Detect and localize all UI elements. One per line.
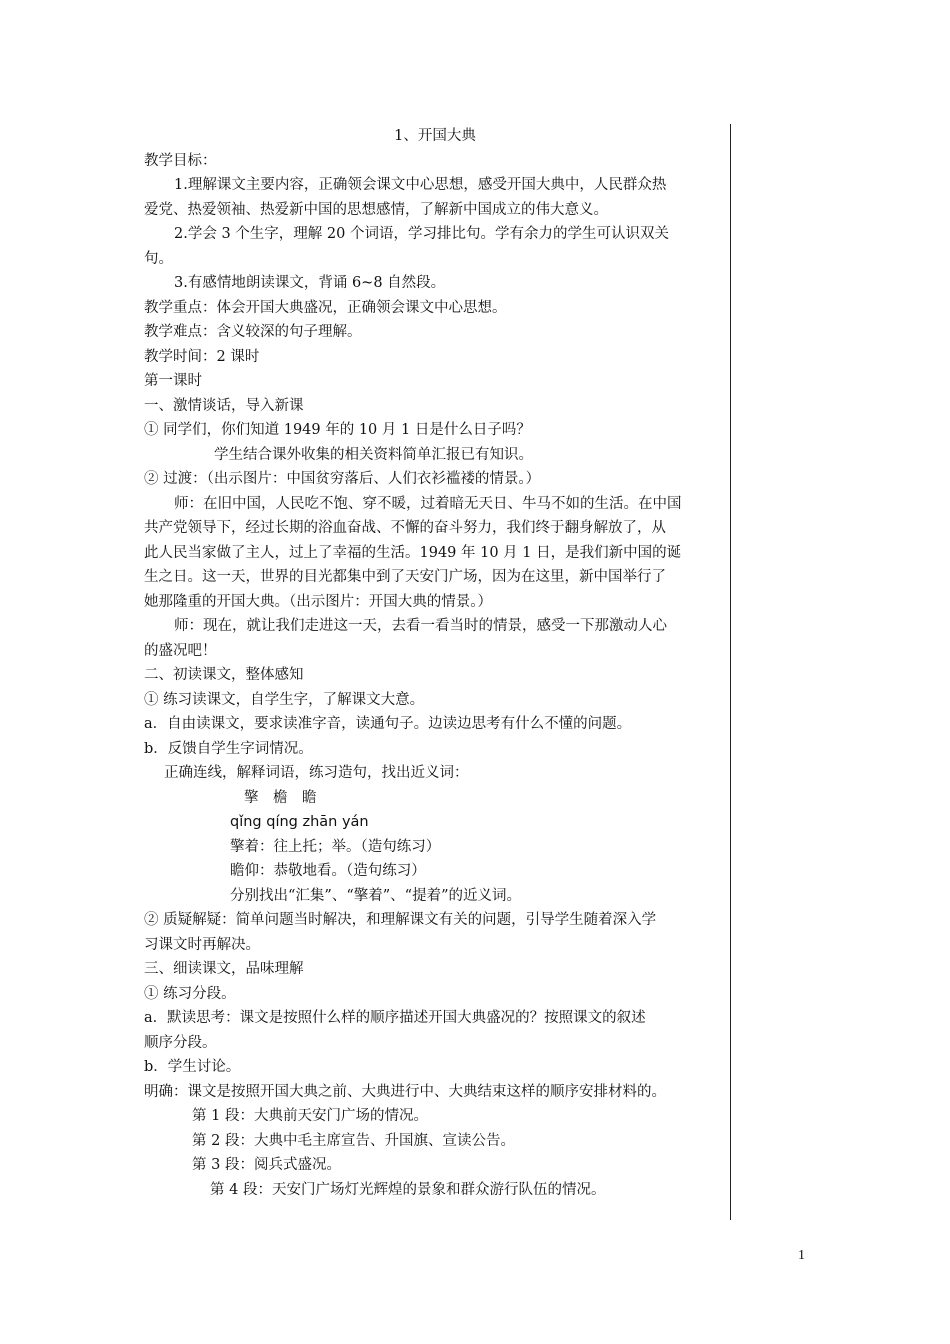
paragraph-line: 学生结合课外收集的相关资料简单汇报已有知识。 [214,446,533,463]
paragraph-line: 第 1 段：大典前天安门广场的情况。 [192,1108,428,1124]
vocabulary-characters: 擎 檐 瞻 [244,789,317,806]
section-heading: 一、激情谈话，导入新课 [144,397,304,414]
paragraph-line: ① 同学们，你们知道 1949 年的 10 月 1 日是什么日子吗？ [144,422,531,438]
paragraph-line: 生之日。这一天，世界的目光都集中到了天安门广场，因为在这里，新中国举行了 [144,569,666,585]
paragraph-line: 教学重点：体会开国大典盛况，正确领会课文中心思想。 [144,299,507,316]
paragraph-line: 的盛况吧！ [144,642,217,659]
paragraph-line: ② 质疑解疑：简单问题当时解决，和理解课文有关的问题，引导学生随着深入学 [144,912,657,928]
paragraph-line: 师：现在，就让我们走进这一天，去看一看当时的情景，感受一下那激动人心 [174,618,667,634]
paragraph-line: 师：在旧中国，人民吃不饱、穿不暖，过着暗无天日、牛马不如的生活。在中国 [174,495,682,512]
paragraph-line: 她那隆重的开国大典。（出示图片：开国大典的情景。） [144,593,492,610]
paragraph-line: ① 练习读课文，自学生字，了解课文大意。 [144,691,425,708]
paragraph-line: 顺序分段。 [144,1034,217,1051]
paragraph-line: 明确：课文是按照开国大典之前、大典进行中、大典结束这样的顺序安排材料的。 [144,1083,666,1100]
paragraph-line: ② 过渡：（出示图片：中国贫穷落后、人们衣衫褴褛的情景。） [144,471,541,487]
paragraph-line: 共产党领导下，经过长期的浴血奋战、不懈的奋斗努力，我们终于翻身解放了，从 [144,520,666,536]
paragraph-line: 第 4 段：天安门广场灯光辉煌的景象和群众游行队伍的情况。 [210,1181,606,1198]
paragraph-line: 此人民当家做了主人，过上了幸福的生活。1949 年 10 月 1 日，是我们新中国的诞 [144,544,682,561]
paragraph-line: b．学生讨论。 [144,1059,241,1075]
lesson-plan-body [144,124,726,1202]
page-number: 1 [798,1248,805,1263]
paragraph-line: b．反馈自学生字词情况。 [144,740,313,757]
paragraph-line: 分别找出“汇集”、“擎着”、“提着”的近义词。 [230,887,521,904]
paragraph-line: 2.学会 3 个生字，理解 20 个词语，学习排比句。学有余力的学生可认识双关 [174,226,669,242]
paragraph-line: 擎着：往上托；举。（造句练习） [230,838,441,855]
paragraph-line: 教学时间：2 课时 [144,348,260,365]
section-heading: 教学目标： [144,152,217,169]
section-heading: 第一课时 [144,373,202,389]
margin-rule [730,124,731,1220]
paragraph-line: 第 2 段：大典中毛主席宣告、升国旗、宣读公告。 [192,1132,515,1149]
paragraph-line: 正确连线，解释词语，练习造句，找出近义词： [164,765,469,781]
paragraph-line: a．自由读课文，要求读准字音，读通句子。边读边思考有什么不懂的问题。 [144,716,632,732]
paragraph-line: 1.理解课文主要内容，正确领会课文中心思想，感受开国大典中，人民群众热 [174,177,667,193]
section-heading: 三、细读课文，品味理解 [144,961,304,977]
paragraph-line: ① 练习分段。 [144,985,236,1002]
paragraph-line: 教学难点：含义较深的句子理解。 [144,324,362,340]
paragraph-line: 习课文时再解决。 [144,936,260,953]
section-heading: 二、初读课文，整体感知 [144,667,304,683]
paragraph-line: 3.有感情地朗读课文，背诵 6~8 自然段。 [174,275,446,291]
vocabulary-pinyin: qǐng qíng zhān yán [230,814,369,830]
paragraph-line: 第 3 段：阅兵式盛况。 [192,1157,341,1173]
paragraph-line: 句。 [144,250,173,267]
paragraph-line: 爱党、热爱领袖、热爱新中国的思想感情，了解新中国成立的伟大意义。 [144,201,608,218]
paragraph-line: a．默读思考：课文是按照什么样的顺序描述开国大典盛况的？按照课文的叙述 [144,1010,646,1026]
paragraph-line: 瞻仰：恭敬地看。（造句练习） [230,863,426,879]
document-title: 1、开国大典 [394,128,476,144]
